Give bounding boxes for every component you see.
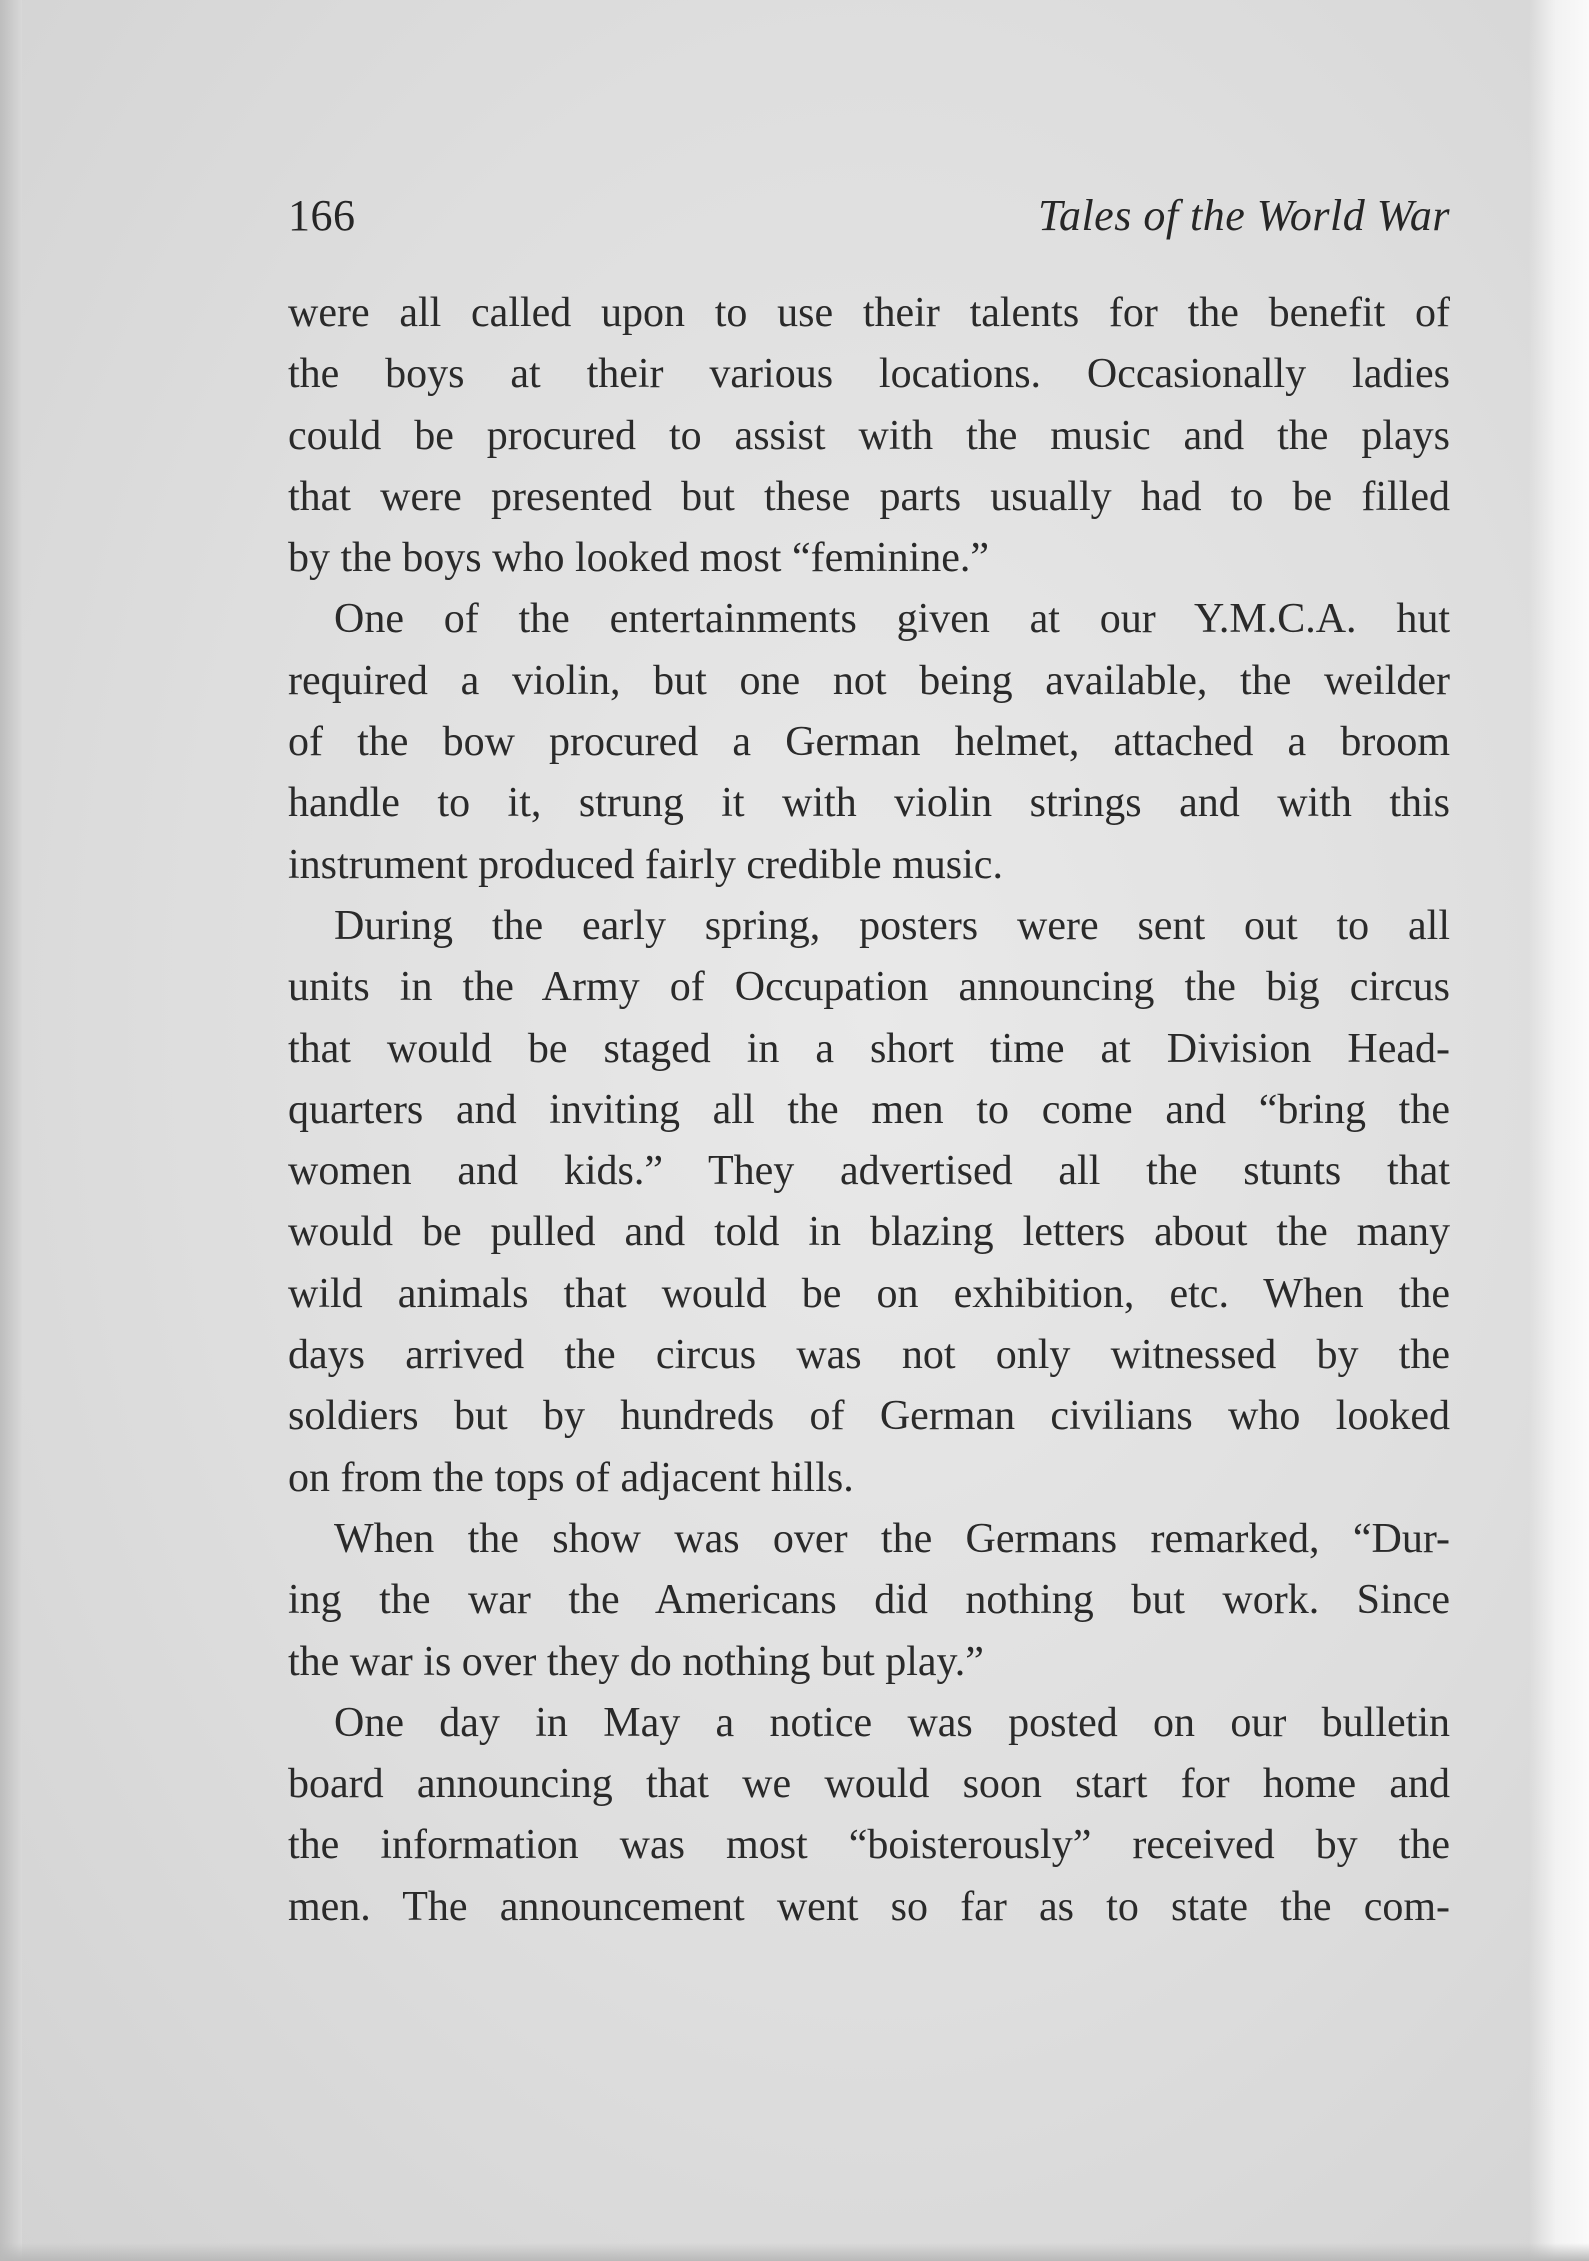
running-title: Tales of the World War — [1038, 191, 1450, 240]
text-line: the boys at their various locations. Occasionally ladies — [288, 351, 1450, 398]
text-line: of the bow procured a German helmet, attached a broom — [288, 719, 1450, 766]
text-line: soldiers but by hundreds of German civilians who looked — [288, 1393, 1450, 1440]
text-line: would be pulled and told in blazing letters about the many — [288, 1209, 1450, 1256]
text-line: that would be staged in a short time at Division Head- — [288, 1025, 1450, 1072]
text-line: instrument produced fairly credible music. — [288, 841, 1003, 888]
text-line: were all called upon to use their talents for the benefit of — [288, 290, 1450, 336]
text-line: women and kids.” They advertised all the stunts that — [288, 1148, 1450, 1195]
text-line: ing the war the Americans did nothing but work. Since — [288, 1577, 1450, 1624]
text-line: handle to it, strung it with violin strings and with this — [288, 780, 1450, 827]
text-line: the war is over they do nothing but play.” — [288, 1638, 984, 1685]
text-line: by the boys who looked most “feminine.” — [288, 535, 990, 582]
running-header — [288, 186, 1450, 246]
text-line: could be procured to assist with the music and the plays — [288, 412, 1450, 459]
text-line: on from the tops of adjacent hills. — [288, 1454, 854, 1501]
text-line: that were presented but these parts usually had to be filled — [288, 473, 1450, 520]
text-line: required a violin, but one not being available, the weilder — [288, 657, 1450, 704]
text-line: the information was most “boisterously” received by the — [288, 1822, 1450, 1869]
body-text — [288, 283, 1450, 1938]
text-line: units in the Army of Occupation announcing the big circus — [288, 964, 1450, 1011]
text-line: days arrived the circus was not only witnessed by the — [288, 1332, 1450, 1379]
text-line: quarters and inviting all the men to come and “bring the — [288, 1086, 1450, 1133]
text-line: During the early spring, posters were sent out to all — [334, 902, 1450, 949]
text-line: One day in May a notice was posted on our bulletin — [334, 1699, 1450, 1746]
text-line: board announcing that we would soon start for home and — [288, 1761, 1450, 1808]
page-number: 166 — [288, 191, 356, 240]
text-line: When the show was over the Germans remarked, “Dur- — [334, 1515, 1450, 1562]
text-line: wild animals that would be on exhibition, etc. When the — [288, 1270, 1450, 1317]
page-right-edge — [1529, 0, 1589, 2261]
text-line: One of the entertainments given at our Y.M.C.A. hut — [334, 596, 1450, 643]
page-binding-edge — [0, 0, 22, 2261]
text-line: men. The announcement went so far as to state the com- — [288, 1883, 1450, 1930]
page-bottom-edge — [0, 2243, 1589, 2261]
